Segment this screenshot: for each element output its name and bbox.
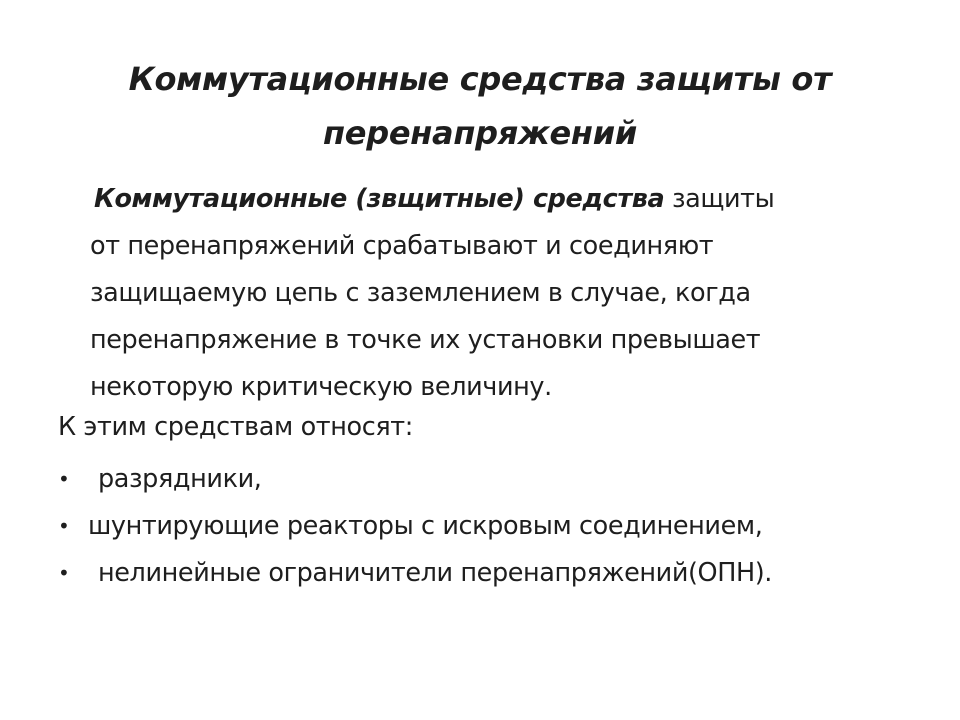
bullet-item-text: шунтирующие реакторы с искровым соединением,	[88, 511, 763, 541]
definition-line-1	[90, 176, 940, 223]
bullet-icon: •	[58, 467, 70, 491]
definition-line-3: защищаемую цепь с заземлением в случае, когда	[90, 278, 751, 308]
bullet-item	[58, 503, 938, 550]
definition-line-2: от перенапряжений срабатывают и соединяют	[90, 231, 714, 261]
intro-text: К этим средствам относят:	[58, 412, 413, 442]
slide-title-line-2: перенапряжений	[323, 114, 637, 152]
definition-line-1-rest: защиты	[664, 184, 775, 214]
bullet-icon: •	[58, 514, 70, 538]
bullet-item-text: разрядники,	[98, 464, 262, 494]
definition-paragraph	[90, 176, 940, 411]
definition-line-4: перенапряжение в точке их установки превышает	[90, 325, 761, 355]
bullet-item	[58, 456, 938, 503]
bullet-icon: •	[58, 561, 70, 585]
definition-line-5: некоторую критическую величину.	[90, 372, 552, 402]
bullet-item-text: нелинейные ограничители перенапряжений(ОПН).	[98, 558, 773, 588]
definition-term: Коммутационные (звщитные) средства	[94, 184, 665, 214]
slide-title-line-1: Коммутационные средства защиты от	[128, 60, 832, 98]
slide-title	[20, 52, 940, 160]
bullet-item	[58, 550, 938, 597]
bullet-list	[58, 456, 938, 597]
